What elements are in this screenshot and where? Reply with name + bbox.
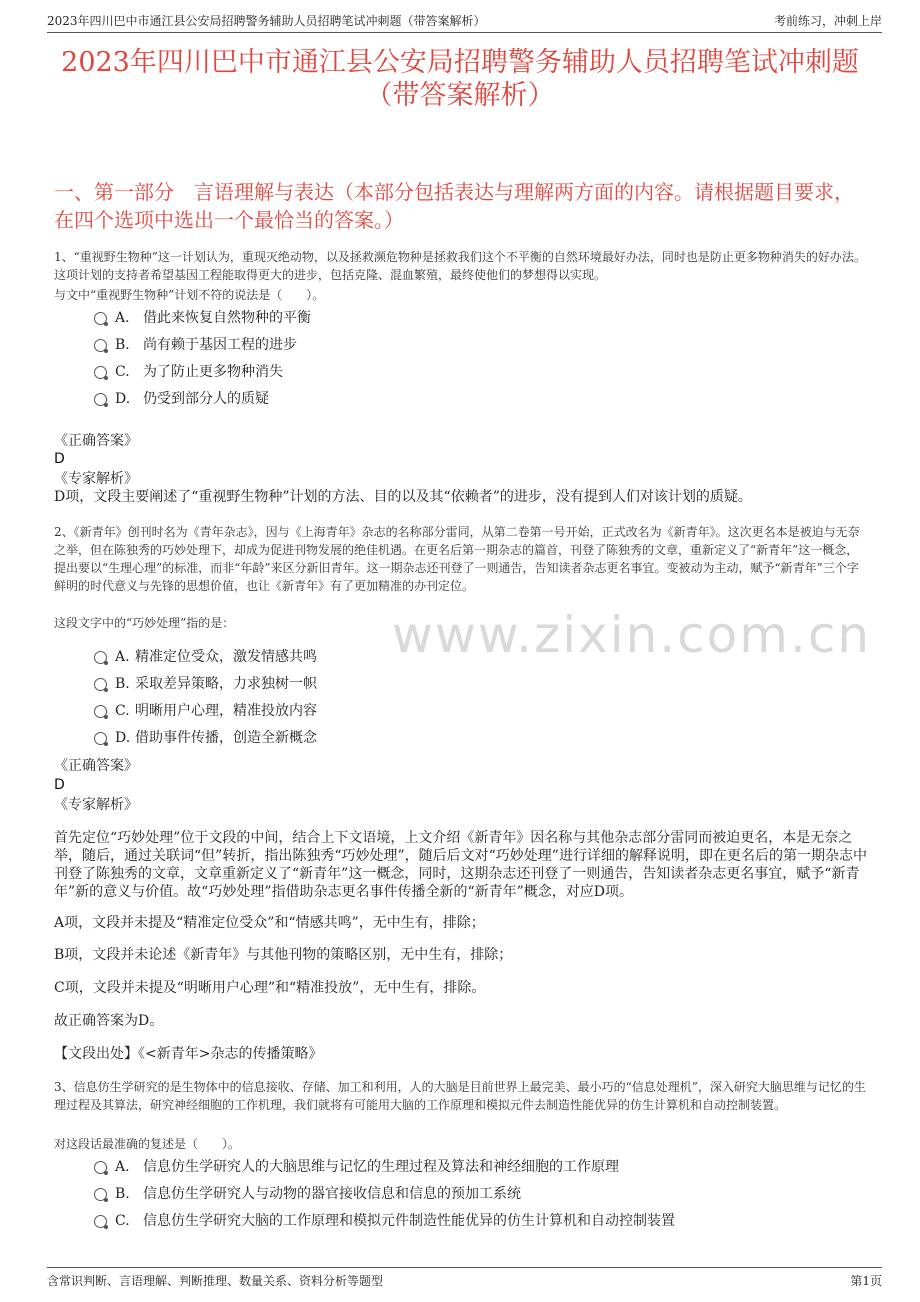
page-number: 第1页 (850, 1274, 882, 1288)
q1-question: 与文中“重视野生物种”计划不符的说法是（ ）。 (54, 288, 325, 302)
footer-note: 含常识判断、言语理解、判断推理、数量关系、资料分析等题型 (47, 1274, 384, 1288)
q3-option-c[interactable]: C. 信息仿生学研究大脑的工作原理和模拟元件制造性能优异的仿生计算机和自动控制装置 (94, 1212, 675, 1230)
q1-option-a[interactable]: A. 借此来恢复自然物种的平衡 (94, 309, 311, 327)
radio-icon[interactable] (94, 732, 107, 745)
q2-option-d[interactable]: D. 借助事件传播，创造全新概念 (94, 729, 317, 747)
q1-answer: D (54, 451, 65, 467)
q2-explanation-c: C项，文段并未提及“明晰用户心理”和“精准投放”，无中生有，排除。 (54, 980, 486, 996)
q3-question: 对这段话最准确的复述是（ ）。 (54, 1137, 241, 1151)
q2-explanation-a: A项，文段并未提及“精准定位受众”和“情感共鸣”，无中生有，排除； (54, 915, 485, 931)
q1-option-b[interactable]: B. 尚有赖于基因工程的进步 (94, 336, 297, 354)
page-footer (47, 1267, 882, 1292)
q2-conclusion: 故正确答案为D。 (54, 1013, 164, 1029)
q2-option-b[interactable]: B. 采取差异策略，力求独树一帜 (94, 675, 317, 693)
radio-icon[interactable] (94, 393, 107, 406)
q2-answer: D (54, 777, 65, 793)
header-slogan: 考前练习，冲刺上岸 (773, 14, 882, 28)
q1-explanation-label: 《专家解析》 (54, 471, 138, 487)
radio-icon[interactable] (94, 705, 107, 718)
q1-explanation: D项，文段主要阐述了“重视野生物种”计划的方法、目的以及其“依赖者”的进步，没有提到人们对该计划的质疑。 (54, 489, 752, 505)
radio-icon[interactable] (94, 1161, 107, 1174)
q2-answer-label: 《正确答案》 (54, 758, 138, 774)
q1-option-c[interactable]: C. 为了防止更多物种消失 (94, 363, 283, 381)
page-header (47, 10, 882, 33)
q3-option-b[interactable]: B. 信息仿生学研究人与动物的器官接收信息和信息的预加工系统 (94, 1185, 521, 1203)
radio-icon[interactable] (94, 1215, 107, 1228)
q2-explanation: 首先定位“巧妙处理”位于文段的中间，结合上下文语境，上文介绍《新青年》因名称与其他杂志部分雷同而被迫更名，本是无奈之举，随后，通过关联词“但”转折，指出陈独秀“巧妙处理”，随后后文对“巧妙处理”进行详细的解释说明，即在更名后的第一期杂志中刊登了陈独秀的文章，文章重新定义了“新青年”这一概念，同时，这期杂志还刊登了一则通告，告知读者杂志更名事宜，赋予“新青年”新的意义与价值。故“巧妙处理”指借助杂志更名事件传播全新的“新青年”概念，对应D项。 (54, 830, 867, 900)
radio-icon[interactable] (94, 339, 107, 352)
radio-icon[interactable] (94, 366, 107, 379)
watermark: www.zixin.com.cn (392, 606, 872, 664)
q2-option-c[interactable]: C. 明晰用户心理，精准投放内容 (94, 702, 317, 720)
radio-icon[interactable] (94, 312, 107, 325)
q1-stem: 1、“重视野生物种”这一计划认为，重现灭绝动物，以及拯救濒危物种是拯救我们这个不平衡的自然环境最好办法，同时也是防止更多物种消失的好办法。这项计划的支持者希望基因工程能取得更大的进步，包括克隆、混血繁殖，最终使他们的梦想得以实现。 (54, 250, 866, 282)
radio-icon[interactable] (94, 678, 107, 691)
radio-icon[interactable] (94, 1188, 107, 1201)
q2-source: 【文段出处】《<新青年>杂志的传播策略》 (54, 1046, 323, 1062)
q3-stem: 3、信息仿生学研究的是生物体中的信息接收、存储、加工和利用，人的大脑是目前世界上最完美、最小巧的“信息处理机”，深入研究大脑思维与记忆的生理过程及其算法，研究神经细胞的工作机理，我们就将有可能用大脑的工作原理和模拟元件去制造性能优异的仿生计算机和自动控制装置。 (54, 1080, 866, 1112)
header-doc-title: 2023年四川巴中市通江县公安局招聘警务辅助人员招聘笔试冲刺题（带答案解析） (47, 14, 486, 28)
q1-answer-label: 《正确答案》 (54, 433, 138, 449)
q3-option-a[interactable]: A. 信息仿生学研究人的大脑思维与记忆的生理过程及算法和神经细胞的工作原理 (94, 1158, 619, 1176)
radio-icon[interactable] (94, 651, 107, 664)
q2-question: 这段文字中的“巧妙处理”指的是： (54, 616, 235, 630)
q2-explanation-label: 《专家解析》 (54, 797, 138, 813)
q2-stem: 2、《新青年》创刊时名为《青年杂志》，因与《上海青年》杂志的名称部分雷同，从第二卷第一号开始，正式改名为《新青年》。这次更名本是被迫与无奈之举，但在陈独秀的巧妙处理下，却成为促进刊物发展的绝佳机遇。在更名后第一期杂志的篇首，刊登了陈独秀的文章，重新定义了“新青年”这一概念，提出要以“生理心理”的标准，而非“年龄”来区分新旧青年。这一期杂志还刊登了一则通告，告知读者杂志更名事宜。变被动为主动，赋予“新青年”三个字鲜明的时代意义与先锋的思想价值，也让《新青年》有了更加精准的办刊定位。 (54, 525, 860, 593)
section-heading: 一、第一部分 言语理解与表达（本部分包括表达与理解两方面的内容。请根据题目要求，在四个选项中选出一个最恰当的答案。） (54, 180, 854, 232)
document-title: 2023年四川巴中市通江县公安局招聘警务辅助人员招聘笔试冲刺题（带答案解析） (61, 47, 859, 111)
q2-explanation-b: B项，文段并未论述《新青年》与其他刊物的策略区别，无中生有，排除； (54, 947, 513, 963)
q1-option-d[interactable]: D. 仍受到部分人的质疑 (94, 390, 269, 408)
q2-option-a[interactable]: A. 精准定位受众，激发情感共鸣 (94, 648, 317, 666)
